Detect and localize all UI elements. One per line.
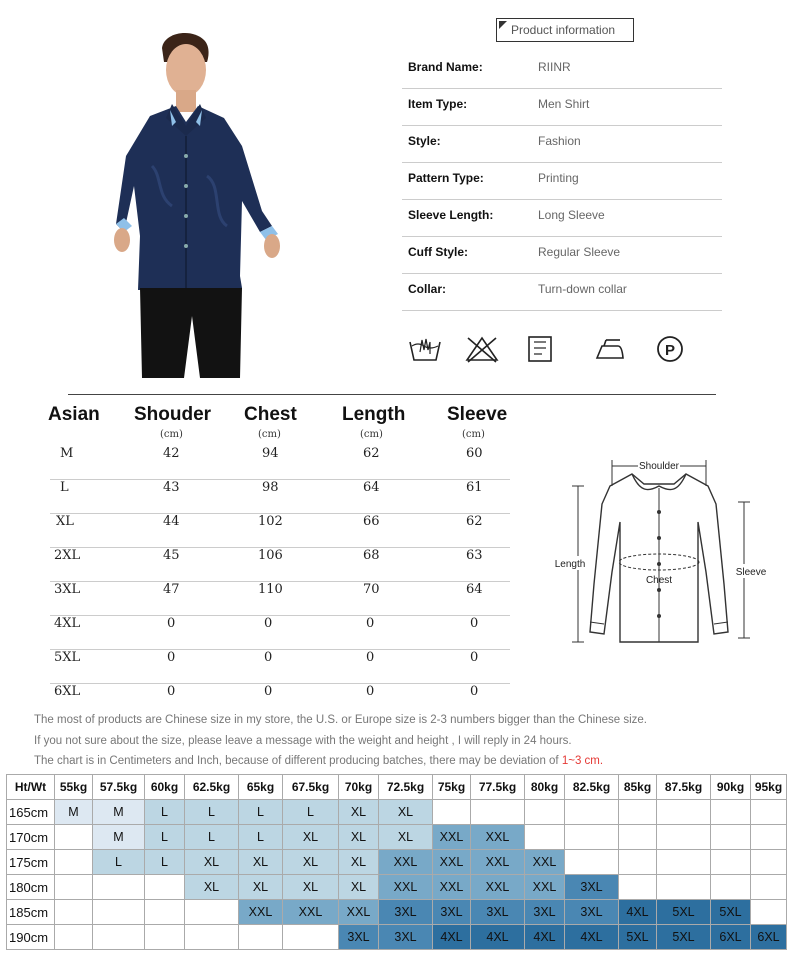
size-header-sleeve: Sleeve bbox=[447, 404, 508, 425]
size-recommendation-cell bbox=[751, 900, 787, 925]
size-recommendation-cell: 5XL bbox=[657, 925, 711, 950]
size-recommendation-cell: XXL bbox=[433, 850, 471, 875]
chest-value: 0 bbox=[264, 650, 273, 665]
chest-value: 102 bbox=[258, 514, 283, 529]
size-recommendation-cell: 6XL bbox=[751, 925, 787, 950]
size-recommendation-cell: XXL bbox=[433, 875, 471, 900]
weight-header: 67.5kg bbox=[283, 775, 339, 800]
info-value: Turn-down collar bbox=[538, 282, 627, 296]
size-recommendation-cell: XXL bbox=[433, 825, 471, 850]
size-name: 3XL bbox=[54, 582, 81, 597]
chest-value: 94 bbox=[262, 446, 279, 461]
height-label: 190cm bbox=[7, 925, 55, 950]
size-recommendation-cell: L bbox=[239, 825, 283, 850]
height-label: 165cm bbox=[7, 800, 55, 825]
length-value: 70 bbox=[363, 582, 380, 597]
sleeve-value: 64 bbox=[466, 582, 483, 597]
sleeve-value: 63 bbox=[466, 548, 483, 563]
svg-text:P: P bbox=[664, 342, 676, 359]
hand-wash-icon bbox=[408, 334, 442, 364]
info-row-brand bbox=[402, 52, 722, 89]
size-recommendation-cell: M bbox=[93, 825, 145, 850]
info-row-pattern bbox=[402, 163, 722, 200]
size-recommendation-cell bbox=[619, 875, 657, 900]
size-recommendation-cell bbox=[55, 925, 93, 950]
size-recommendation-cell: XXL bbox=[379, 875, 433, 900]
info-key: Cuff Style: bbox=[408, 245, 468, 259]
length-value: 0 bbox=[366, 650, 375, 665]
weight-header: 70kg bbox=[339, 775, 379, 800]
size-recommendation-cell bbox=[145, 875, 185, 900]
size-recommendation-cell bbox=[525, 825, 565, 850]
size-recommendation-cell: XXL bbox=[239, 900, 283, 925]
size-recommendation-cell bbox=[565, 850, 619, 875]
size-recommendation-cell bbox=[185, 925, 239, 950]
info-key: Brand Name: bbox=[408, 60, 483, 74]
size-recommendation-cell: L bbox=[239, 800, 283, 825]
size-recommendation-cell bbox=[93, 925, 145, 950]
weight-header: 72.5kg bbox=[379, 775, 433, 800]
size-recommendation-cell: 4XL bbox=[471, 925, 525, 950]
weight-header: 75kg bbox=[433, 775, 471, 800]
size-header-chest: Chest bbox=[244, 404, 297, 425]
size-recommendation-cell bbox=[619, 800, 657, 825]
size-recommendation-cell: 3XL bbox=[379, 925, 433, 950]
size-recommendation-cell: 5XL bbox=[657, 900, 711, 925]
info-key: Collar: bbox=[408, 282, 447, 296]
size-recommendation-cell: L bbox=[283, 800, 339, 825]
size-recommendation-cell bbox=[145, 925, 185, 950]
size-recommendation-cell: 4XL bbox=[433, 925, 471, 950]
height-row bbox=[7, 825, 787, 850]
size-recommendation-cell bbox=[565, 800, 619, 825]
note-line-3-text: The chart is in Centimeters and Inch, because of different producing batches, there may be deviation of bbox=[34, 755, 562, 767]
size-recommendation-cell: L bbox=[145, 800, 185, 825]
sleeve-value: 0 bbox=[470, 650, 479, 665]
model-photo bbox=[112, 26, 292, 378]
size-recommendation-cell: XXL bbox=[471, 850, 525, 875]
info-value: Regular Sleeve bbox=[538, 245, 621, 259]
weight-header: 82.5kg bbox=[565, 775, 619, 800]
size-recommendation-cell: 3XL bbox=[339, 925, 379, 950]
size-recommendation-cell bbox=[471, 800, 525, 825]
size-recommendation-cell bbox=[657, 850, 711, 875]
length-value: 68 bbox=[363, 548, 380, 563]
size-row bbox=[50, 446, 510, 480]
chest-value: 98 bbox=[262, 480, 279, 495]
weight-header: 60kg bbox=[145, 775, 185, 800]
size-row bbox=[50, 548, 510, 582]
weight-header: 87.5kg bbox=[657, 775, 711, 800]
info-value: Fashion bbox=[538, 134, 581, 148]
size-header-asian: Asian bbox=[48, 404, 100, 425]
sleeve-value: 0 bbox=[470, 616, 479, 631]
size-name: 4XL bbox=[54, 616, 81, 631]
size-recommendation-cell: 3XL bbox=[471, 900, 525, 925]
size-recommendation-cell bbox=[751, 825, 787, 850]
size-recommendation-cell: XL bbox=[239, 850, 283, 875]
sleeve-value: 60 bbox=[466, 446, 483, 461]
sleeve-value: 61 bbox=[466, 480, 483, 495]
sleeve-value: 0 bbox=[470, 684, 479, 699]
size-recommendation-cell bbox=[711, 875, 751, 900]
size-recommendation-cell: 5XL bbox=[619, 925, 657, 950]
size-recommendation-cell bbox=[93, 875, 145, 900]
info-key: Style: bbox=[408, 134, 441, 148]
weight-header: 90kg bbox=[711, 775, 751, 800]
size-recommendation-cell bbox=[751, 875, 787, 900]
size-recommendation-cell bbox=[55, 850, 93, 875]
size-recommendation-cell: XL bbox=[339, 825, 379, 850]
size-recommendation-cell: XL bbox=[283, 875, 339, 900]
chest-value: 110 bbox=[258, 582, 283, 597]
note-line-3 bbox=[34, 755, 603, 767]
size-recommendation-cell: XL bbox=[339, 875, 379, 900]
size-recommendation-cell: 4XL bbox=[565, 925, 619, 950]
weight-header: 62.5kg bbox=[185, 775, 239, 800]
size-recommendation-cell: XL bbox=[239, 875, 283, 900]
size-recommendation-cell bbox=[283, 925, 339, 950]
sleeve-value: 62 bbox=[466, 514, 483, 529]
deviation-highlight: 1~3 cm. bbox=[561, 755, 604, 767]
info-value: Long Sleeve bbox=[538, 208, 605, 222]
note-line-2: If you not sure about the size, please leave a message with the weight and height , I will reply in 24 hours. bbox=[34, 735, 572, 747]
weight-header: 57.5kg bbox=[93, 775, 145, 800]
size-header-shoulder: Shouder bbox=[134, 404, 212, 425]
note-line-1: The most of products are Chinese size in my store, the U.S. or Europe size is 2-3 numbers bigger than the Chinese size. bbox=[34, 714, 647, 726]
weight-header: 77.5kg bbox=[471, 775, 525, 800]
diagram-label-chest: Chest bbox=[645, 575, 673, 586]
size-row bbox=[50, 616, 510, 650]
size-row bbox=[50, 650, 510, 684]
info-value: Men Shirt bbox=[538, 97, 590, 111]
size-recommendation-cell: L bbox=[145, 850, 185, 875]
unit-label: (cm) bbox=[160, 429, 183, 440]
length-value: 66 bbox=[363, 514, 380, 529]
size-recommendation-cell bbox=[711, 800, 751, 825]
shirt-measurement-diagram bbox=[548, 452, 770, 658]
size-recommendation-cell: XL bbox=[185, 850, 239, 875]
size-name: M bbox=[60, 446, 74, 461]
height-label: 180cm bbox=[7, 875, 55, 900]
info-key: Item Type: bbox=[408, 97, 468, 111]
size-recommendation-cell: 5XL bbox=[711, 900, 751, 925]
size-name: 6XL bbox=[54, 684, 81, 699]
size-recommendation-cell bbox=[657, 825, 711, 850]
unit-label: (cm) bbox=[360, 429, 383, 440]
unit-label: (cm) bbox=[258, 429, 281, 440]
size-recommendation-cell bbox=[525, 800, 565, 825]
length-value: 0 bbox=[366, 684, 375, 699]
size-recommendation-cell bbox=[657, 800, 711, 825]
shoulder-value: 0 bbox=[167, 650, 176, 665]
info-key: Sleeve Length: bbox=[408, 208, 494, 222]
size-recommendation-cell: XXL bbox=[379, 850, 433, 875]
weight-header: 95kg bbox=[751, 775, 787, 800]
size-recommendation-cell bbox=[185, 900, 239, 925]
size-recommendation-cell: XL bbox=[283, 825, 339, 850]
weight-header: 85kg bbox=[619, 775, 657, 800]
weight-header: 55kg bbox=[55, 775, 93, 800]
size-recommendation-cell bbox=[657, 875, 711, 900]
size-recommendation-cell bbox=[565, 825, 619, 850]
weight-header: 65kg bbox=[239, 775, 283, 800]
size-recommendation-cell bbox=[751, 850, 787, 875]
diagram-label-shoulder: Shoulder bbox=[638, 461, 680, 472]
shoulder-value: 42 bbox=[163, 446, 180, 461]
size-recommendation-cell bbox=[239, 925, 283, 950]
size-recommendation-cell: XXL bbox=[525, 875, 565, 900]
height-row bbox=[7, 875, 787, 900]
size-recommendation-cell bbox=[711, 825, 751, 850]
size-recommendation-cell: L bbox=[185, 800, 239, 825]
size-name: 2XL bbox=[54, 548, 81, 563]
size-recommendation-cell: XXL bbox=[471, 825, 525, 850]
size-recommendation-cell: XXL bbox=[525, 850, 565, 875]
height-label: 170cm bbox=[7, 825, 55, 850]
size-recommendation-cell: L bbox=[185, 825, 239, 850]
size-name: 5XL bbox=[54, 650, 81, 665]
size-recommendation-cell: XL bbox=[339, 800, 379, 825]
hang-dry-icon bbox=[526, 334, 554, 364]
height-label: 185cm bbox=[7, 900, 55, 925]
corner-cell: Ht/Wt bbox=[7, 775, 55, 800]
low-iron-icon bbox=[594, 334, 626, 364]
do-not-bleach-icon bbox=[464, 334, 500, 364]
size-recommendation-cell bbox=[93, 900, 145, 925]
size-recommendation-cell: M bbox=[93, 800, 145, 825]
size-header-length: Length bbox=[342, 404, 406, 425]
height-row bbox=[7, 925, 787, 950]
height-row bbox=[7, 850, 787, 875]
dry-clean-p-icon bbox=[654, 334, 686, 364]
height-row bbox=[7, 900, 787, 925]
info-key: Pattern Type: bbox=[408, 171, 484, 185]
length-value: 0 bbox=[366, 616, 375, 631]
size-recommendation-cell: 3XL bbox=[565, 875, 619, 900]
chest-value: 0 bbox=[264, 684, 273, 699]
info-row-cuff-style bbox=[402, 237, 722, 274]
size-recommendation-cell: 4XL bbox=[525, 925, 565, 950]
shoulder-value: 0 bbox=[167, 684, 176, 699]
size-recommendation-cell: 3XL bbox=[525, 900, 565, 925]
size-recommendation-cell: 6XL bbox=[711, 925, 751, 950]
height-label: 175cm bbox=[7, 850, 55, 875]
size-recommendation-cell: XXL bbox=[283, 900, 339, 925]
size-name: L bbox=[60, 480, 69, 495]
height-row bbox=[7, 800, 787, 825]
shoulder-value: 0 bbox=[167, 616, 176, 631]
size-recommendation-cell: 3XL bbox=[433, 900, 471, 925]
size-recommendation-cell bbox=[751, 800, 787, 825]
unit-label: (cm) bbox=[462, 429, 485, 440]
size-recommendation-cell: 3XL bbox=[379, 900, 433, 925]
shoulder-value: 43 bbox=[163, 480, 180, 495]
size-recommendation-cell bbox=[55, 875, 93, 900]
size-recommendation-cell bbox=[433, 800, 471, 825]
info-value: Printing bbox=[538, 171, 579, 185]
height-weight-table bbox=[6, 774, 787, 950]
info-row-style bbox=[402, 126, 722, 163]
size-recommendation-cell: M bbox=[55, 800, 93, 825]
size-row bbox=[50, 514, 510, 548]
chest-value: 0 bbox=[264, 616, 273, 631]
size-row bbox=[50, 582, 510, 616]
weight-header: 80kg bbox=[525, 775, 565, 800]
size-recommendation-cell bbox=[145, 900, 185, 925]
section-divider bbox=[68, 394, 716, 395]
size-row bbox=[50, 480, 510, 514]
size-recommendation-cell bbox=[711, 850, 751, 875]
info-value: RIINR bbox=[538, 60, 571, 74]
shoulder-value: 47 bbox=[163, 582, 180, 597]
size-recommendation-cell bbox=[619, 850, 657, 875]
diagram-label-sleeve: Sleeve bbox=[735, 567, 767, 578]
length-value: 64 bbox=[363, 480, 380, 495]
size-recommendation-cell: XL bbox=[283, 850, 339, 875]
size-recommendation-cell: XL bbox=[339, 850, 379, 875]
size-recommendation-cell bbox=[55, 825, 93, 850]
product-info-title: Product information bbox=[496, 18, 634, 42]
weight-header-row bbox=[7, 775, 787, 800]
info-row-item-type bbox=[402, 89, 722, 126]
size-recommendation-cell bbox=[619, 825, 657, 850]
length-value: 62 bbox=[363, 446, 380, 461]
size-recommendation-cell: XXL bbox=[339, 900, 379, 925]
size-recommendation-cell bbox=[55, 900, 93, 925]
size-recommendation-cell: L bbox=[93, 850, 145, 875]
size-name: XL bbox=[56, 514, 74, 529]
size-recommendation-cell: XXL bbox=[471, 875, 525, 900]
size-recommendation-cell: 3XL bbox=[565, 900, 619, 925]
size-recommendation-cell: 4XL bbox=[619, 900, 657, 925]
size-recommendation-cell: XL bbox=[379, 800, 433, 825]
shoulder-value: 44 bbox=[163, 514, 180, 529]
size-recommendation-cell: XL bbox=[379, 825, 433, 850]
chest-value: 106 bbox=[258, 548, 283, 563]
info-row-sleeve-length bbox=[402, 200, 722, 237]
size-recommendation-cell: L bbox=[145, 825, 185, 850]
size-recommendation-cell: XL bbox=[185, 875, 239, 900]
diagram-label-length: Length bbox=[554, 559, 586, 570]
size-row bbox=[50, 684, 510, 718]
shoulder-value: 45 bbox=[163, 548, 180, 563]
info-row-collar bbox=[402, 274, 722, 311]
